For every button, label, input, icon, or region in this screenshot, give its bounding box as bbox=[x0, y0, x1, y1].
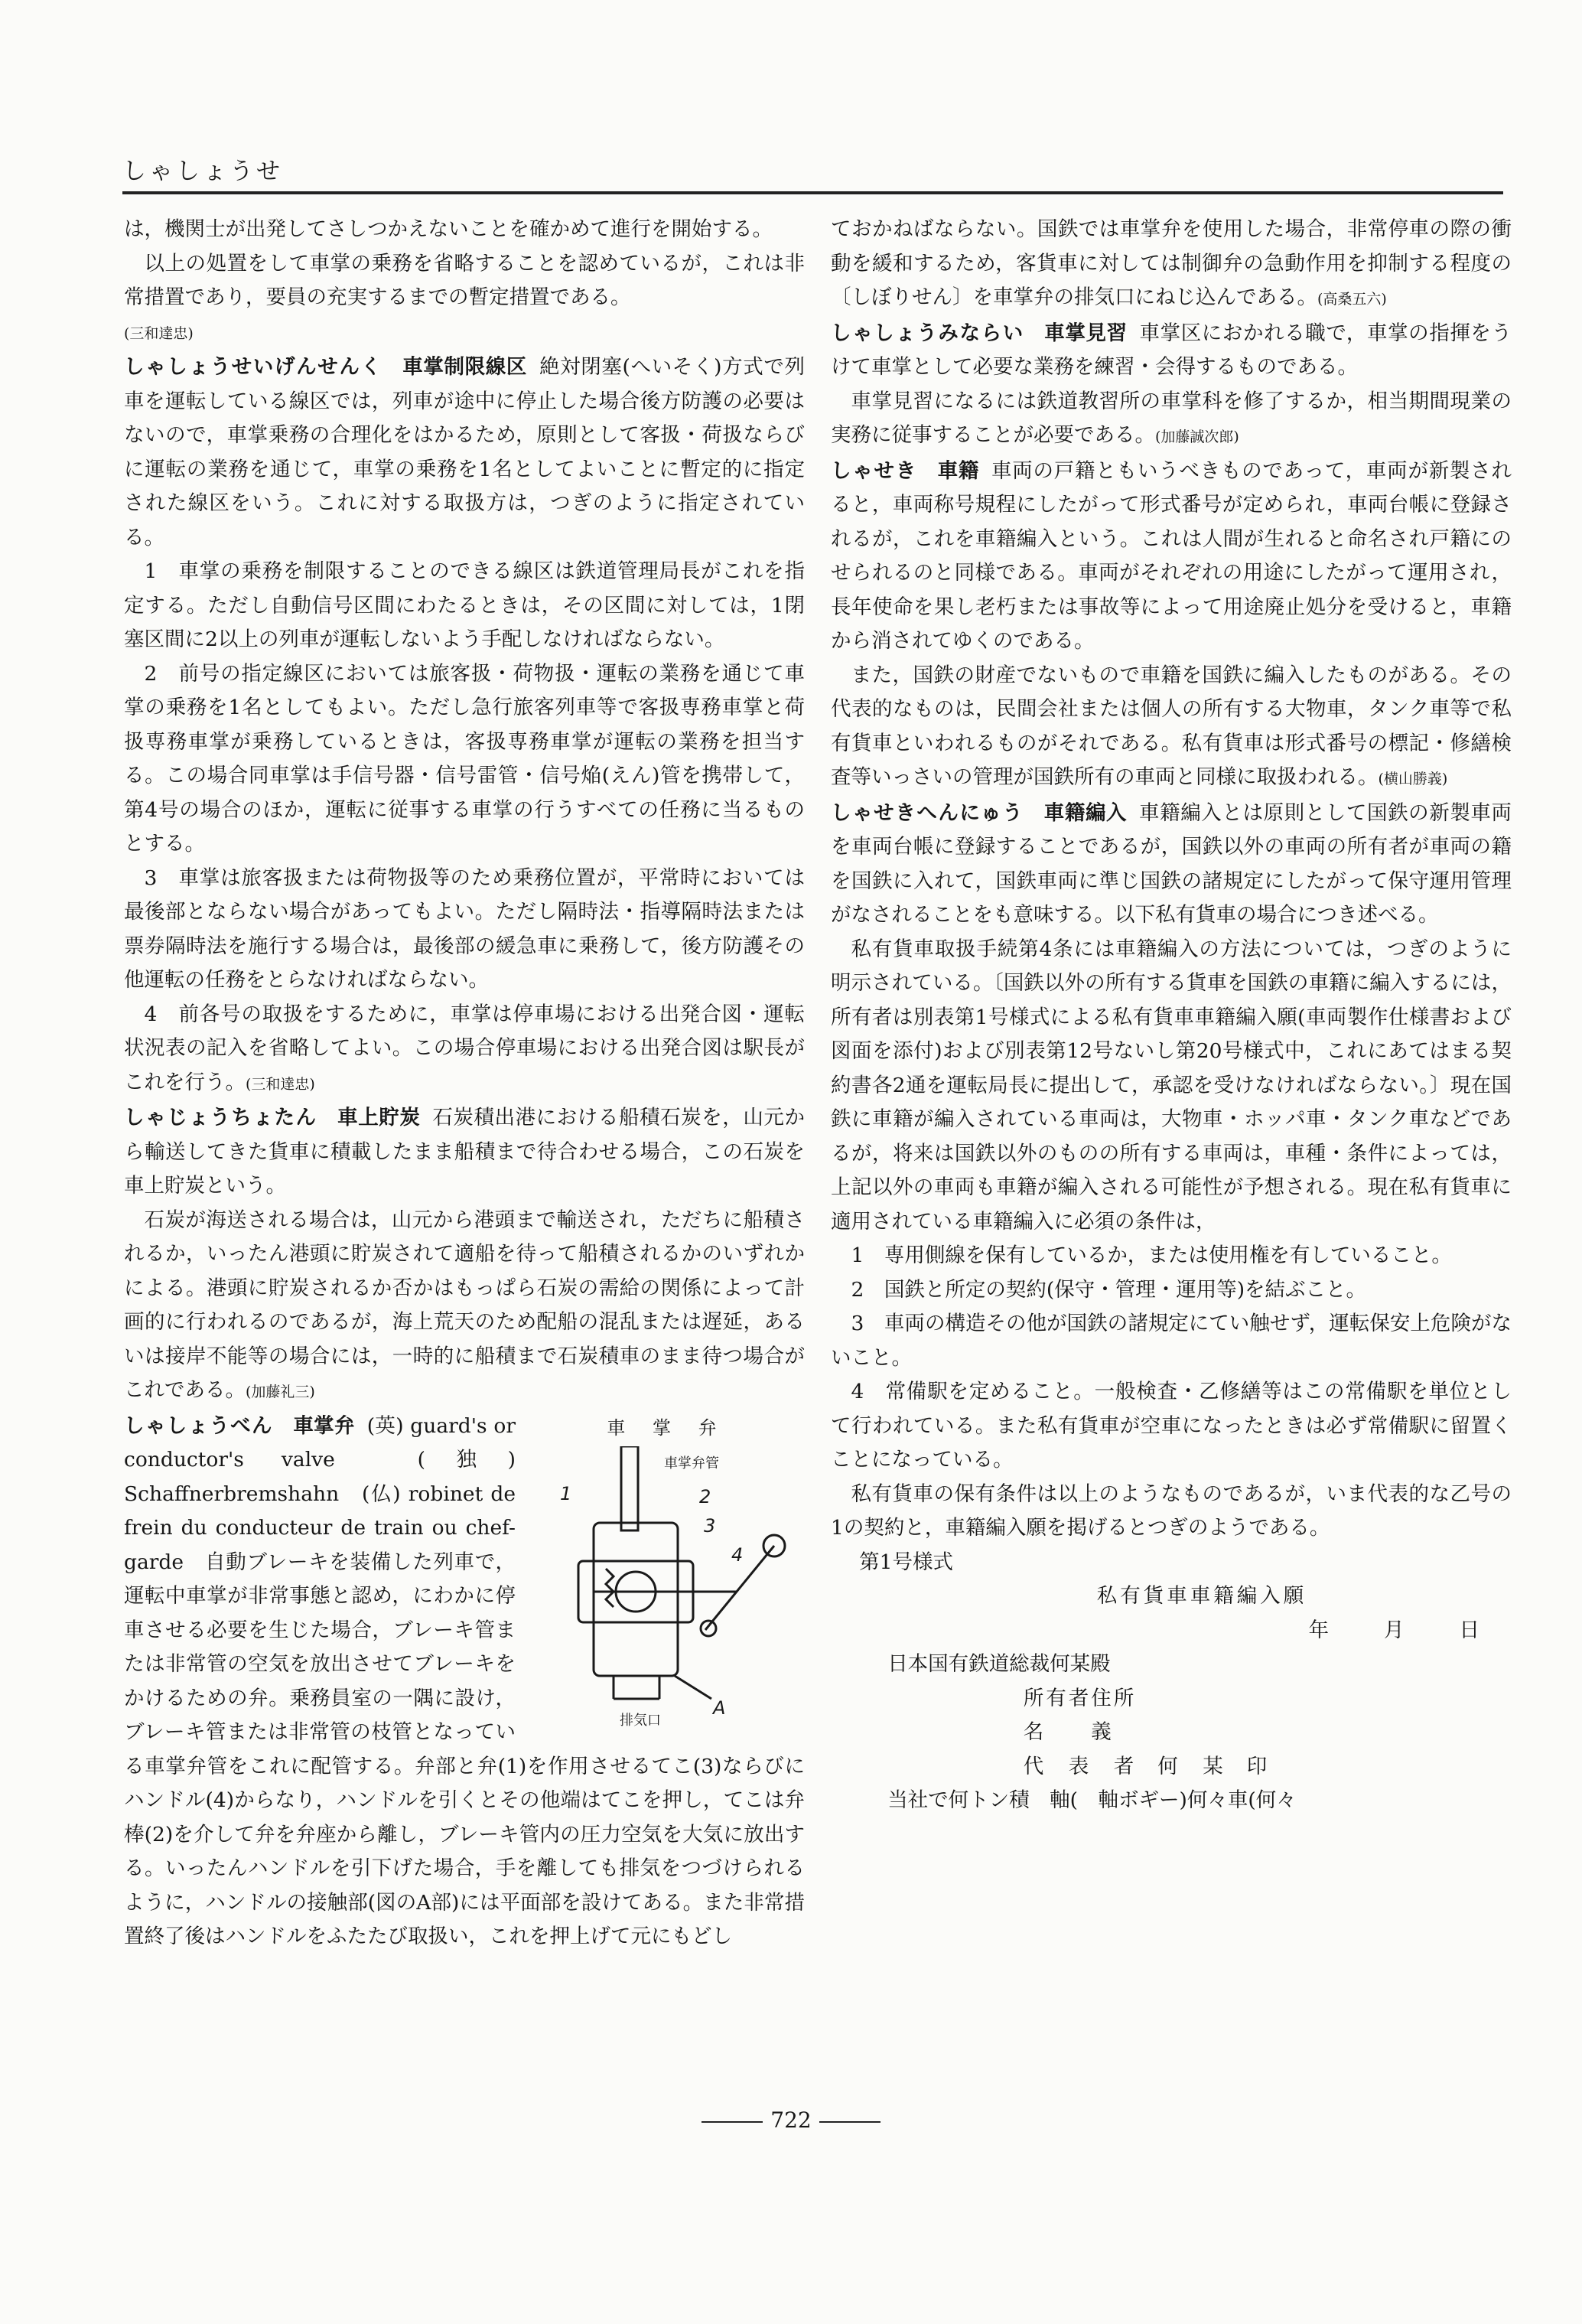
form-date: 年 月 日 bbox=[1308, 1618, 1481, 1642]
paragraph: 車掌見習になるには鉄道教習所の車掌科を修了するか，相当期間現業の実務に従事することが必要である。(加藤誠次郎) bbox=[831, 389, 1512, 447]
part-label: 2 bbox=[699, 1485, 711, 1508]
list-item: 3 車掌は旅客扱または荷物扱等のため乗務位置が，平常時においては最後部とならない場合があってもよい。ただし隔時法・指導隔時法または票券隔時法を施行する場合は，最後部の緩急車に乗務して，後方防護その他運転の任務をとらなければならない。 bbox=[124, 865, 805, 992]
form-name-label: 名 義 bbox=[1023, 1720, 1114, 1744]
form-body: 当社で何トン積 軸( 軸ボギー)何々車(何々 bbox=[887, 1788, 1297, 1812]
paragraph: ておかねばならない。国鉄では車掌弁を使用した場合，非常停車の際の衝動を緩和するため，客貨車に対しては制御弁の急動作用を抑制する程度の〔しぼりせん〕を車掌弁の排気口にねじ込んである。(高桑五六) bbox=[831, 217, 1512, 309]
list-item: 3 車両の構造その他が国鉄の諸規定にてい触せず，運転保安上危険がないこと。 bbox=[831, 1312, 1512, 1370]
author-credit: (高桑五六) bbox=[1317, 291, 1387, 308]
paragraph: 石炭が海送される場合は，山元から港頭まで輸送され，ただちに船積されるか，いったん港頭に貯炭されて適船を待って船積されるかのいずれかによる。港頭に貯炭されるか否かはもっぱら石炭の需給の関係によって計画的に行われるのであるが，海上荒天のため配船の混乱または遅延，あるいは接岸不能等の場合には，一時的に船積まで石炭積車のまま待つ場合がこれである。(加藤礼三) bbox=[124, 1208, 805, 1402]
entry-kana: しゃしょうみならい bbox=[831, 321, 1024, 345]
list-item: 2 前号の指定線区においては旅客扱・荷物扱・運転の業務を通じて車掌の乗務を1名としてもよい。ただし急行旅客列車等で客扱専務車掌と荷扱専務車掌が乗務しているときは，客扱専務車掌が運転の業務を担当する。この場合同車掌は手信号器・信号雷管・信号焔(えん)管を携帯して，第4号の場合のほか，運転に従事する車掌の行うすべての任務に当るものとする。 bbox=[124, 661, 805, 856]
running-head: しゃしょうせ bbox=[122, 158, 283, 185]
dictionary-entry: しゃしょうべん 車掌弁 (英) guard's or conductor's valve (独) Schaffnerbremshahn (仏) robinet de frein du conducteur de train ou chef-garde 自動ブレーキを装備した列車で，運転中車掌が非常事態と認め，にわかに停車させる必要を生じた場合，ブレーキ管または非常管の空気を放出させてブレーキをかけるための弁。乗務員室の一隅に設け，ブレーキ管または非常管の枝管となっている車掌弁管をこれに配管する。弁部と弁(1)を作用させるてこ(3)ならびにハンドル(4)からなり，ハンドルを引くとその他端はてこを押し，てこは弁棒(2)を介して弁を弁座から離し，ブレーキ管内の圧力空気を大気に放出する。いったんハンドルを引下げた場合，手を離しても排気をつづけられるように，ハンドルの接触部(図のA部)には平面部を設けてある。また非常措置終了後はハンドルをふたたび取扱い，これを押上げて元にもどし bbox=[124, 1413, 805, 1948]
entry-term: 車籍 bbox=[937, 458, 980, 483]
list-item: 1 専用側線を保有しているか，または使用権を有していること。 bbox=[851, 1243, 1452, 1267]
pipe-label: 車掌弁管 bbox=[664, 1455, 719, 1472]
paragraph: は，機関士が出発してさしつかえないことを確かめて進行を開始する。 bbox=[124, 217, 773, 241]
dash-left bbox=[701, 2121, 763, 2123]
form-addressee: 日本国有鉄道総裁何某殿 bbox=[887, 1652, 1111, 1676]
paragraph: また，国鉄の財産でないもので車籍を国鉄に編入したものがある。その代表的なものは，民間会社または個人の所有する大物車，タンク車等で私有貨車といわれるものがそれである。私有貨車は形式番号の標記・修繕検査等いっさいの管理が国鉄所有の車両と同様に取扱われる。(横山勝義) bbox=[831, 663, 1512, 789]
entry-term: 車籍編入 bbox=[1043, 800, 1128, 825]
entry-kana: しゃせきへんにゅう bbox=[831, 800, 1024, 825]
form-owner-address: 所有者住所 bbox=[1023, 1686, 1137, 1710]
entry-kana: しゃしょうべん bbox=[124, 1413, 273, 1438]
part-label: 4 bbox=[731, 1543, 744, 1566]
part-label: 1 bbox=[560, 1482, 572, 1504]
author-credit: (横山勝義) bbox=[1378, 771, 1448, 787]
right-column bbox=[831, 213, 1512, 1818]
list-item: 1 車掌の乗務を制限することのできる線区は鉄道管理局長がこれを指定する。ただし自動信号区間にわたるときは，その区間に対しては，1閉塞区間に2以上の列車が運転しないよう手配しなければならない。 bbox=[124, 559, 805, 651]
paragraph: 私有貨車取扱手続第4条には車籍編入の方法については，つぎのように明示されている。〔国鉄以外の所有する貨車を国鉄の車籍に編入するには，所有者は別表第1号様式による私有貨車車籍編入願(車両製作仕様書および図面を添付)および別表第12号ないし第20号様式中，これにあてはまる契約書各2通を運転局長に提出して，承認を受けなければならない。〕現在国鉄に車籍が編入されている車両は，大物車・ホッパ車・タンク車などであるが，将来は国鉄以外のものの所有する車両は，車種・条件によっては，上記以外の車両も車籍が編入される可能性が予想される。現在私有貨車に適用されている車籍編入に必須の条件は， bbox=[831, 937, 1512, 1234]
entry-kana: しゃじょうちょたん bbox=[124, 1106, 317, 1129]
application-form bbox=[831, 1546, 1512, 1818]
valve-diagram bbox=[529, 1446, 805, 1737]
entry-kana: しゃせき bbox=[831, 458, 918, 483]
paragraph: 以上の処置をして車掌の乗務を省略することを認めているが，これは非常措置であり，要員の充実するまでの暫定措置である。 (三和達忠) bbox=[124, 251, 805, 342]
list-item: 2 国鉄と所定の契約(保守・管理・運用等)を結ぶこと。 bbox=[851, 1277, 1367, 1302]
part-label: A bbox=[713, 1697, 726, 1719]
entry-with-figure bbox=[124, 1410, 805, 1954]
entry-term: 車掌制限線区 bbox=[402, 355, 528, 379]
paragraph: 私有貨車の保有条件は以上のようなものであるが，いま代表的な乙号の1の契約と，車籍編入願を掲げるとつぎのようである。 bbox=[831, 1481, 1512, 1540]
exhaust-label: 排気口 bbox=[620, 1712, 661, 1729]
header-rule bbox=[122, 191, 1503, 194]
author-credit: (加藤誠次郎) bbox=[1155, 429, 1239, 445]
page-number: 722 bbox=[0, 2107, 1582, 2133]
dash-right bbox=[819, 2121, 881, 2123]
list-item: 4 常備駅を定めること。一般検査・乙修繕等はこの常備駅を単位として行われている。また私有貨車が空車になったときは必ず常備駅に留置くことになっている。 bbox=[831, 1380, 1512, 1472]
entry-term: 車掌弁 bbox=[293, 1413, 355, 1438]
form-title: 私有貨車車籍編入願 bbox=[1096, 1584, 1307, 1608]
part-label: 3 bbox=[704, 1514, 716, 1537]
form-label: 第1号様式 bbox=[859, 1550, 953, 1574]
author-credit: (三和達忠) bbox=[246, 1075, 315, 1093]
dictionary-entry: しゃしょうせいげんせんく 車掌制限線区 絶対閉塞(へいそく)方式で列車を運転している線区では，列車が途中に停止した場合後方防護の必要はないので，車掌乗務の合理化をはかるため，原則として客扱・荷扱ならびに運転の業務を通じて，車掌の乗務を1名としてよいことに暫定的に指定された線区をいう。これに対する取扱方は，つぎのように指定されている。 bbox=[124, 355, 806, 549]
author-credit: (三和達忠) bbox=[124, 324, 194, 342]
entry-kana: しゃしょうせいげんせんく bbox=[124, 355, 382, 379]
dictionary-entry: しゃしょうみならい 車掌見習 車掌区におかれる職で，車掌の指揮をうけて車掌として必要な業務を練習・会得するものである。 bbox=[831, 321, 1512, 379]
dictionary-entry: しゃせきへんにゅう 車籍編入 車籍編入とは原則として国鉄の新製車両を車両台帳に登録することであるが，国鉄以外の車両の所有者が車両の籍を国鉄に入れて，国鉄車両に準じ国鉄の諸規定にしたがって保守運用管理がなされることをも意味する。以下私有貨車の場合につき述べる。 bbox=[831, 800, 1512, 927]
entry-term: 車上貯炭 bbox=[337, 1106, 421, 1129]
author-credit: (加藤礼三) bbox=[246, 1384, 315, 1400]
entry-term: 車掌見習 bbox=[1044, 321, 1128, 345]
dictionary-entry: しゃじょうちょたん 車上貯炭 石炭積出港における船積石炭を，山元から輸送してきた貨車に積載したまま船積まで待合わせる場合，この石炭を車上貯炭という。 bbox=[124, 1106, 806, 1198]
left-column bbox=[124, 213, 805, 1954]
conductor-valve-figure bbox=[529, 1413, 805, 1734]
form-representative: 代 表 者 何 某 印 bbox=[1023, 1754, 1270, 1778]
figure-title: 車 掌 弁 bbox=[607, 1416, 728, 1439]
dictionary-entry: しゃせき 車籍 車両の戸籍ともいうべきものであって，車両が新製されると，車両称号規程にしたがって形式番号が定められ，車両台帳に登録されるが，これを車籍編入という。これは人間が生れると命名され戸籍にのせられるのと同様である。車両がそれぞれの用途にしたがって運用され，長年使命を果し老朽または事故等によって用途廃止処分を受けると，車籍から消されてゆくのである。 bbox=[831, 458, 1512, 653]
list-item: 4 前各号の取扱をするために，車掌は停車場における出発合図・運転状況表の記入を省略してよい。この場合停車場における出発合図は駅長がこれを行う。(三和達忠) bbox=[124, 1002, 805, 1094]
